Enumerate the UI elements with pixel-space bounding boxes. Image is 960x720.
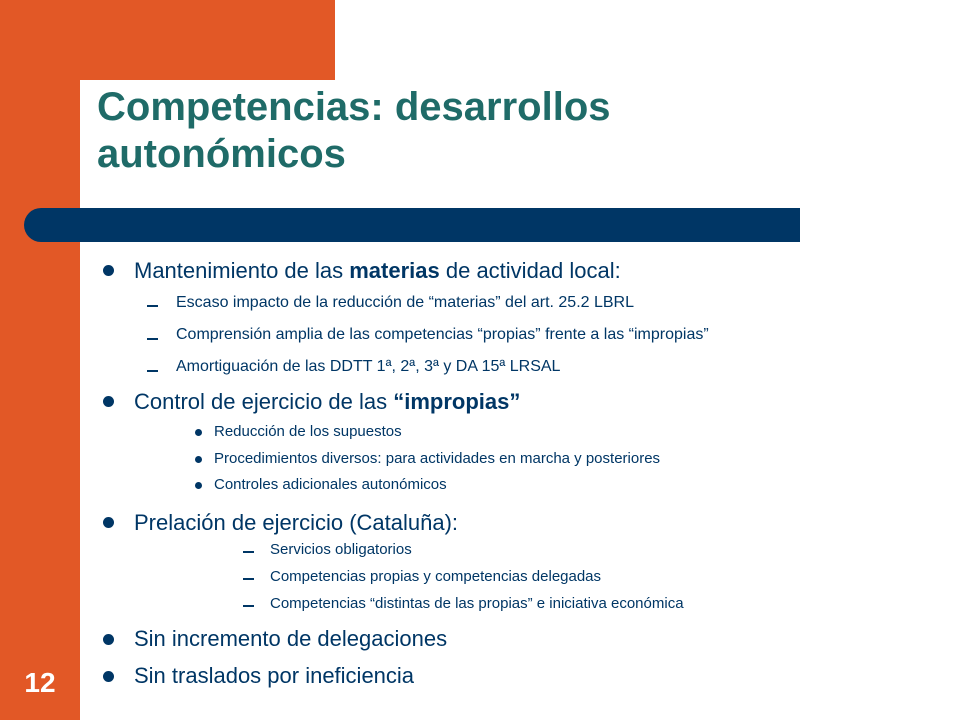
sub-item: Competencias propias y competencias delegadas: [270, 568, 602, 585]
dash-marker: [147, 305, 158, 307]
bullet-dot: [103, 634, 114, 645]
bullet-text: de actividad local:: [439, 258, 621, 283]
bullet-text: Mantenimiento de las: [134, 258, 350, 283]
bullet-prelacion: Prelación de ejercicio (Cataluña):: [134, 510, 459, 535]
sub-item: Competencias “distintas de las propias” e iniciativa económica: [270, 595, 684, 612]
sub-item: Procedimientos diversos: para actividades en marcha y posteriores: [214, 450, 661, 467]
dash-marker: [243, 578, 254, 580]
bullet-emphasis: materias: [349, 258, 440, 283]
bullet-dot: [195, 429, 202, 436]
dash-marker: [147, 370, 158, 372]
bullet-text: Control de ejercicio de las: [134, 389, 394, 414]
bullet-traslados: Sin traslados por ineficiencia: [134, 663, 415, 688]
sub-item: Reducción de los supuestos: [214, 423, 402, 440]
page-number: 12: [24, 667, 56, 698]
sub-item: Servicios obligatorios: [270, 541, 412, 558]
bullet-delegaciones: Sin incremento de delegaciones: [134, 626, 448, 651]
bullet-impropias: [134, 389, 520, 415]
dash-marker: [147, 338, 158, 340]
bullet-dot: [195, 482, 202, 489]
sub-item: Controles adicionales autonómicos: [214, 476, 447, 493]
bullet-dot: [103, 671, 114, 682]
sub-item: Escaso impacto de la reducción de “materias” del art. 25.2 LBRL: [176, 294, 635, 311]
sub-item: Amortiguación de las DDTT 1ª, 2ª, 3ª y DA 15ª LRSAL: [176, 358, 561, 375]
dash-marker: [243, 605, 254, 607]
dash-marker: [243, 551, 254, 553]
slide-title: Competencias: desarrollos autonómicos: [97, 85, 611, 176]
bullet-dot: [195, 456, 202, 463]
bullet-dot: [103, 517, 114, 528]
bullet-materias: [134, 258, 621, 284]
bullet-dot: [103, 396, 114, 407]
bullet-emphasis: “impropias”: [393, 389, 521, 414]
sub-item: Comprensión amplia de las competencias “propias” frente a las “impropias”: [176, 326, 709, 343]
bullet-dot: [103, 265, 114, 276]
